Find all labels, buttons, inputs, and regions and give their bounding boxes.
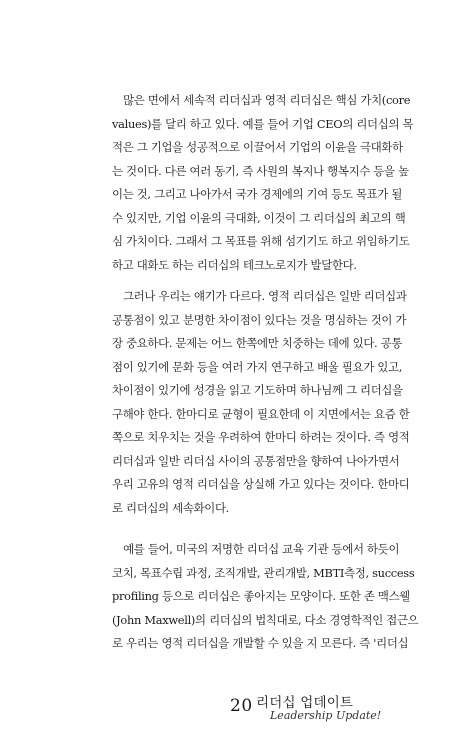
text-line: values)를 달리 하고 있다. 예를 들어 기업 CEO의 리더십의 목 (112, 116, 414, 131)
text-line: 차이점이 있기에 성경을 읽고 기도하며 하나님께 그 리더십을 (112, 383, 403, 397)
text-line: 예를 들어, 미국의 저명한 리더십 교육 기관 등에서 하듯이 (112, 542, 400, 556)
text-line: 적은 그 기업을 성공적으로 이끌어서 기업의 이윤을 극대화하 (112, 140, 403, 154)
text-line: 구해야 한다. 한마디로 균형이 필요한데 이 지면에서는 요즘 한 (112, 406, 410, 421)
paragraph-3 (112, 538, 419, 656)
text-line: 점이 있기에 문화 등을 여러 가지 연구하고 배울 필요가 있고, (112, 359, 403, 374)
book-title-english: Leadership Update! (270, 709, 382, 722)
text-line: 로 우리는 영적 리더십을 개발할 수 있을 지 모른다. 즉 '리더십 (112, 636, 409, 650)
text-line: 쪽으로 치우치는 것을 우려하여 한마디 하려는 것이다. 즉 영적 (112, 430, 410, 444)
text-line: 장 중요하다. 문제는 어느 한쪽에만 치중하는 데에 있다. 공통 (112, 336, 403, 350)
text-line: 로 리더십의 세속화이다. (112, 500, 229, 515)
text-line: profiling 등으로 리더십은 좋아지는 모양이다. 또한 존 맥스웰 (112, 589, 411, 603)
text-line: 공통점이 있고 분명한 차이점이 있다는 것을 명심하는 것이 가 (112, 312, 407, 327)
book-title-korean: 리더십 업데이트 (256, 695, 354, 711)
text-line: 리더십과 일반 리더십 사이의 공통점만을 향하여 나아가면서 (112, 453, 400, 468)
text-line: 하고 대화도 하는 리더십의 테크노로지가 발달한다. (112, 257, 357, 272)
text-line: 이는 것, 그리고 나아가서 국가 경제에의 기여 등도 목표가 될 (112, 187, 403, 201)
page-footer (0, 688, 470, 728)
text-line: 그러나 우리는 얘기가 다르다. 영적 리더십은 일반 리더십과 (112, 289, 407, 303)
text-line: 는 것이다. 다른 여러 동기, 즉 사원의 복지나 행복지수 등을 높 (112, 163, 409, 178)
text-line: (John Maxwell)의 리더십의 법칙대로, 다소 경영학적인 접근으 (112, 612, 419, 627)
text-line: 코치, 목표수립 과정, 조직개발, 관리개발, MBTI측정, success (112, 565, 415, 580)
text-line: 우리 고유의 영적 리더십을 상실해 가고 있다는 것이다. 한마디 (112, 477, 410, 491)
paragraph-1 (112, 89, 414, 277)
text-line: 수 있지만, 기업 이윤의 극대화, 이것이 그 리더십의 최고의 핵 (112, 210, 406, 225)
page-number: 20 (230, 696, 253, 716)
text-line: 많은 면에서 세속적 리더십과 영적 리더십은 핵심 가치(core (112, 93, 411, 107)
text-line: 심 가치이다. 그래서 그 목표를 위해 섬기기도 하고 위임하기도 (112, 234, 410, 248)
paragraph-2 (112, 285, 410, 520)
